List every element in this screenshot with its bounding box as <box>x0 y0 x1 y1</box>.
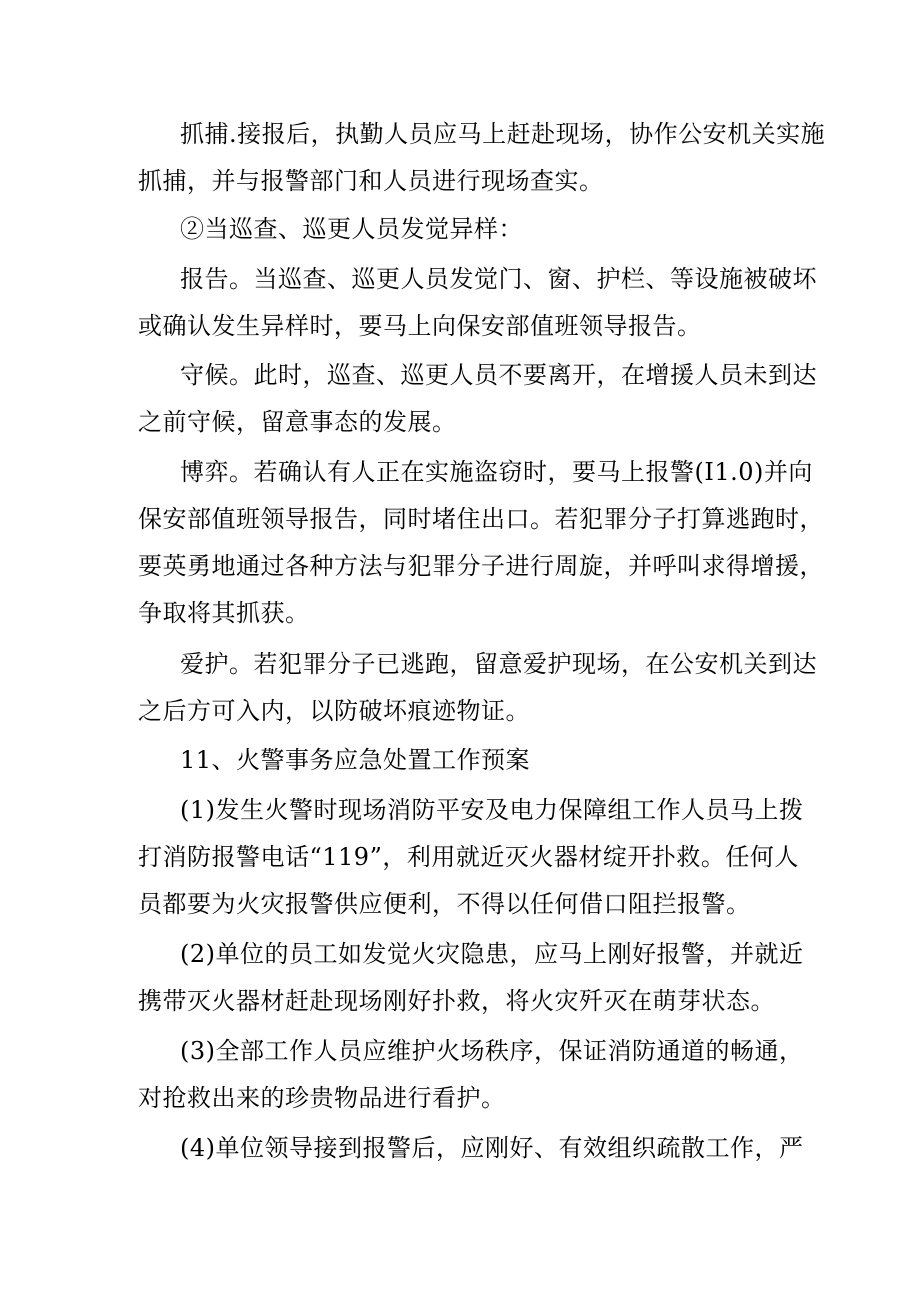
paragraph-line: 打消防报警电话“119”，利用就近灭火器材绽开扑救。任何人 <box>138 843 799 871</box>
paragraph-line: 对抢救出来的珍贵物品进行看护。 <box>138 1084 506 1112</box>
paragraph-line: 抓捕.接报后，执勤人员应马上赶赴现场，协作公安机关实施 <box>180 120 826 148</box>
paragraph-line: (1)发生火警时现场消防平安及电力保障组工作人员马上拨 <box>180 796 804 824</box>
paragraph-line: 抓捕，并与报警部门和人员进行现场查实。 <box>138 167 604 195</box>
paragraph-line: (2)单位的员工如发觉火灾隐患，应马上刚好报警，并就近 <box>180 940 804 968</box>
paragraph-line: 或确认发生异样时，要马上向保安部值班领导报告。 <box>138 312 702 340</box>
section-heading: 11、火警事务应急处置工作预案 <box>180 746 531 774</box>
paragraph-line: 爱护。若犯罪分子已逃跑，留意爱护现场，在公安机关到达 <box>180 650 817 678</box>
paragraph-line: 员都要为火灾报警供应便利，不得以任何借口阻拦报警。 <box>138 890 751 918</box>
paragraph-line: 之前守候，留意事态的发展。 <box>138 408 457 436</box>
paragraph-line: 报告。当巡查、巡更人员发觉门、窗、护栏、等设施被破坏 <box>180 265 817 293</box>
paragraph-line: 保安部值班领导报告，同时堵住出口。若犯罪分子打算逃跑时， <box>138 505 824 533</box>
paragraph-line: 博弈。若确认有人正在实施盗窃时，要马上报警(I1.0)并向 <box>180 458 813 486</box>
paragraph-line: (3)全部工作人员应维护火场秩序，保证消防通道的畅通， <box>180 1037 804 1065</box>
paragraph-line: ②当巡查、巡更人员发觉异样： <box>180 215 523 243</box>
paragraph-line: 携带灭火器材赶赴现场刚好扑救，将火灾歼灭在萌芽状态。 <box>138 987 775 1015</box>
paragraph-line: 争取将其抓获。 <box>138 599 310 627</box>
paragraph-line: 守候。此时，巡查、巡更人员不要离开，在增援人员未到达 <box>180 361 817 389</box>
paragraph-line: 之后方可入内，以防破坏痕迹物证。 <box>138 697 530 725</box>
paragraph-line: (4)单位领导接到报警后，应刚好、有效组织疏散工作，严 <box>180 1134 804 1162</box>
paragraph-line: 要英勇地通过各种方法与犯罪分子进行周旋，并呼叫求得增援， <box>138 552 824 580</box>
